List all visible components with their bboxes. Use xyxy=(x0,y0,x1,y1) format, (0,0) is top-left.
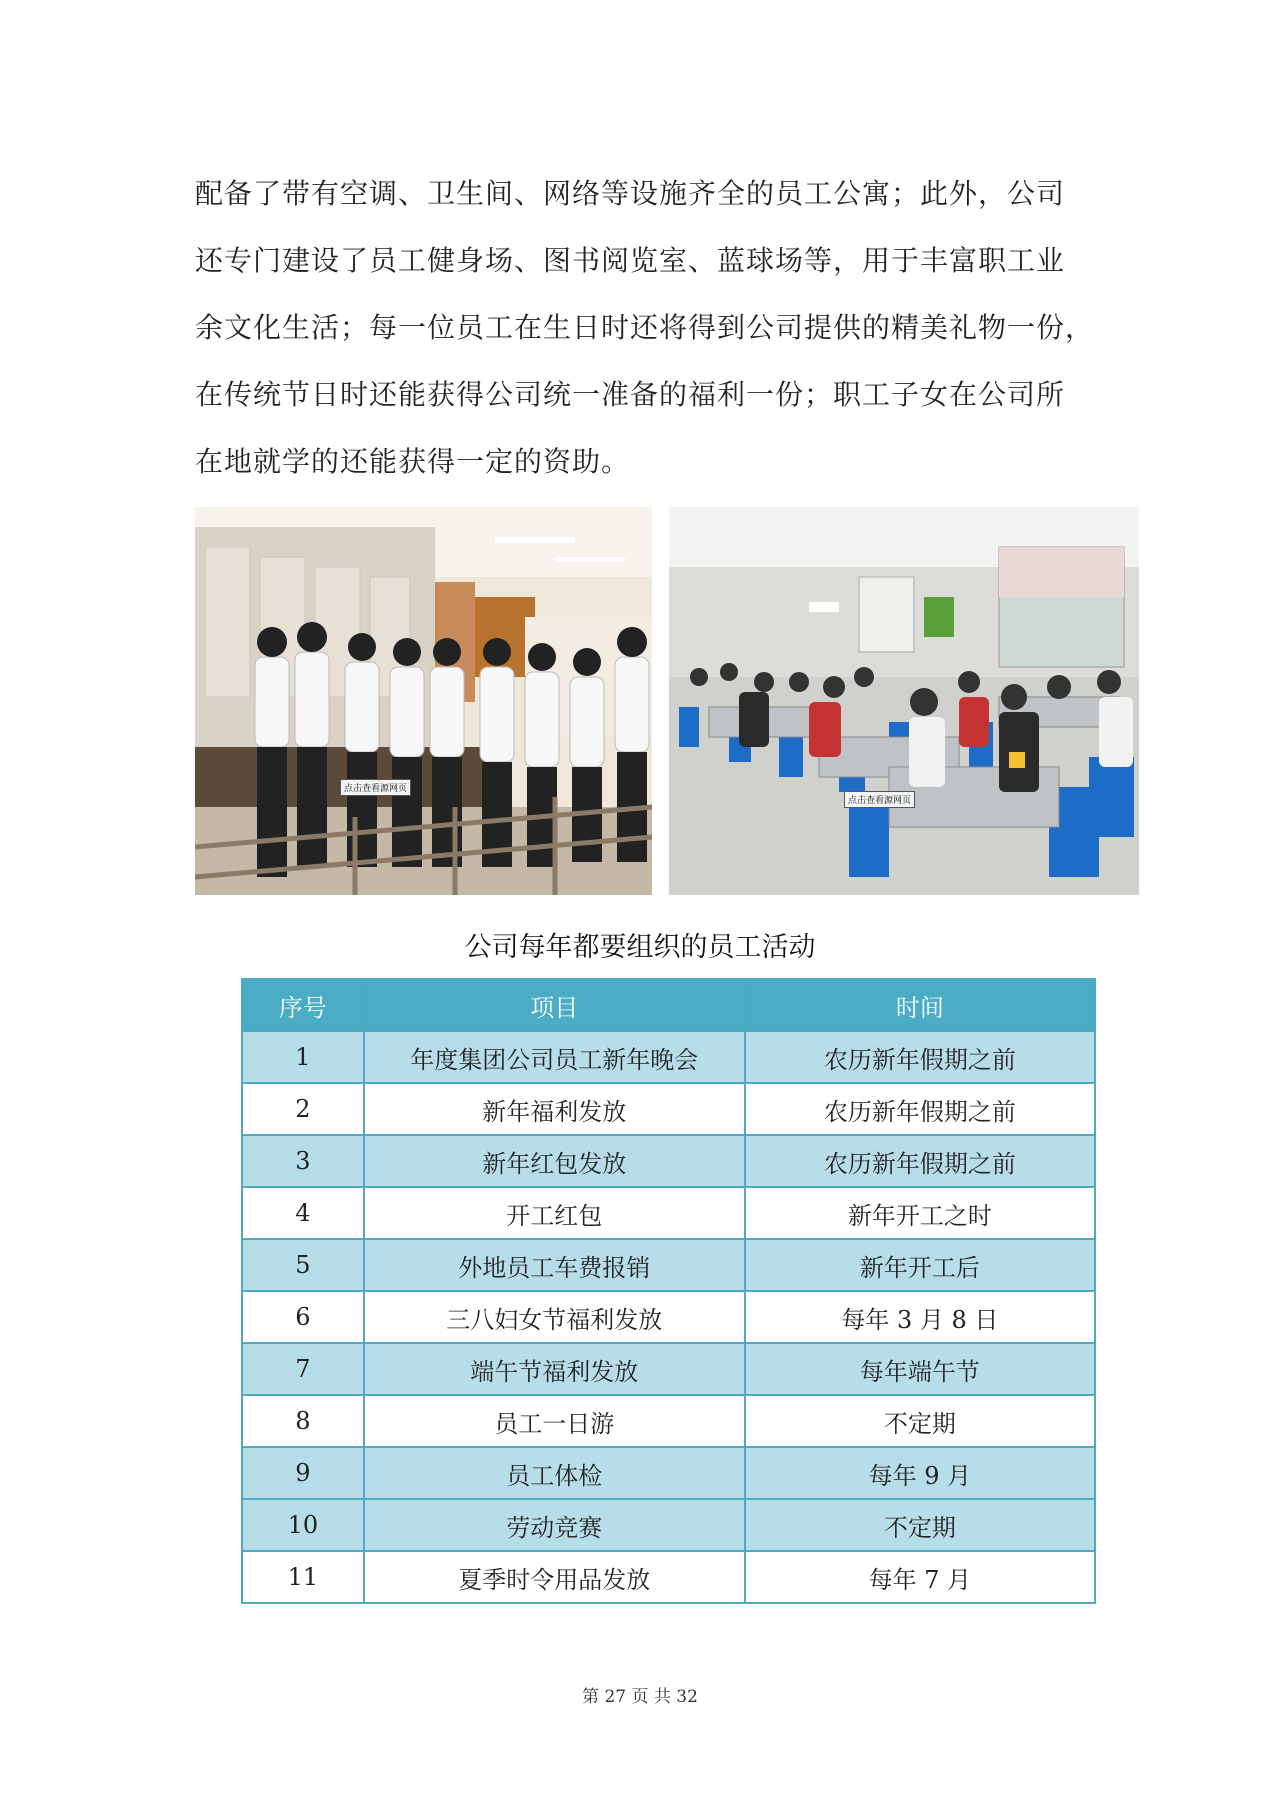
cell-time: 每年 7 月 xyxy=(745,1551,1095,1603)
body-paragraph xyxy=(195,160,1095,495)
column-header-index: 序号 xyxy=(242,979,364,1031)
cell-index: 9 xyxy=(242,1447,364,1499)
cell-item: 三八妇女节福利发放 xyxy=(364,1291,745,1343)
table-row xyxy=(242,1447,1095,1499)
cell-index: 6 xyxy=(242,1291,364,1343)
cell-item: 员工一日游 xyxy=(364,1395,745,1447)
cell-index: 5 xyxy=(242,1239,364,1291)
cell-item: 新年红包发放 xyxy=(364,1135,745,1187)
cell-index: 11 xyxy=(242,1551,364,1603)
cell-index: 2 xyxy=(242,1083,364,1135)
cell-item: 端午节福利发放 xyxy=(364,1343,745,1395)
cell-index: 3 xyxy=(242,1135,364,1187)
cell-item: 外地员工车费报销 xyxy=(364,1239,745,1291)
cell-time: 不定期 xyxy=(745,1499,1095,1551)
cell-time: 新年开工之时 xyxy=(745,1187,1095,1239)
table-row xyxy=(242,1031,1095,1083)
cell-item: 夏季时令用品发放 xyxy=(364,1551,745,1603)
body-line: 配备了带有空调、卫生间、网络等设施齐全的员工公寓；此外，公司 xyxy=(195,177,1066,210)
cell-time: 农历新年假期之前 xyxy=(745,1031,1095,1083)
table-row xyxy=(242,1239,1095,1291)
watermark-label: 点击查看源网页 xyxy=(844,791,915,808)
table-title: 公司每年都要组织的员工活动 xyxy=(464,932,816,963)
column-header-item: 项目 xyxy=(364,979,745,1031)
cell-item: 员工体检 xyxy=(364,1447,745,1499)
cell-index: 4 xyxy=(242,1187,364,1239)
table-row xyxy=(242,1083,1095,1135)
cell-time: 每年 9 月 xyxy=(745,1447,1095,1499)
cell-index: 8 xyxy=(242,1395,364,1447)
watermark-label: 点击查看源网页 xyxy=(340,779,411,796)
body-line: 余文化生活；每一位员工在生日时还将得到公司提供的精美礼物一份， xyxy=(195,311,1095,344)
canteen-dining-photo xyxy=(669,507,1139,895)
table-row xyxy=(242,1187,1095,1239)
cell-item: 劳动竞赛 xyxy=(364,1499,745,1551)
cell-index: 1 xyxy=(242,1031,364,1083)
cell-index: 10 xyxy=(242,1499,364,1551)
cell-item: 新年福利发放 xyxy=(364,1083,745,1135)
column-header-time: 时间 xyxy=(745,979,1095,1031)
cell-time: 不定期 xyxy=(745,1395,1095,1447)
cell-time: 农历新年假期之前 xyxy=(745,1135,1095,1187)
table-row xyxy=(242,1135,1095,1187)
table-row xyxy=(242,1499,1095,1551)
cell-time: 农历新年假期之前 xyxy=(745,1083,1095,1135)
employee-activities-table xyxy=(241,978,1096,1604)
cell-time: 每年端午节 xyxy=(745,1343,1095,1395)
table-row xyxy=(242,1343,1095,1395)
canteen-queue-photo xyxy=(195,507,652,895)
table-row xyxy=(242,1551,1095,1603)
cell-time: 新年开工后 xyxy=(745,1239,1095,1291)
body-line: 在传统节日时还能获得公司统一准备的福利一份；职工子女在公司所 xyxy=(195,378,1066,411)
cell-time: 每年 3 月 8 日 xyxy=(745,1291,1095,1343)
table-row xyxy=(242,1291,1095,1343)
table-header-row xyxy=(242,979,1095,1031)
cell-item: 开工红包 xyxy=(364,1187,745,1239)
page-footer: 第 27 页 共 32 xyxy=(582,1687,698,1707)
body-line: 在地就学的还能获得一定的资助。 xyxy=(195,445,631,478)
body-line: 还专门建设了员工健身场、图书阅览室、蓝球场等，用于丰富职工业 xyxy=(195,244,1066,277)
cell-index: 7 xyxy=(242,1343,364,1395)
cell-item: 年度集团公司员工新年晚会 xyxy=(364,1031,745,1083)
table-row xyxy=(242,1395,1095,1447)
